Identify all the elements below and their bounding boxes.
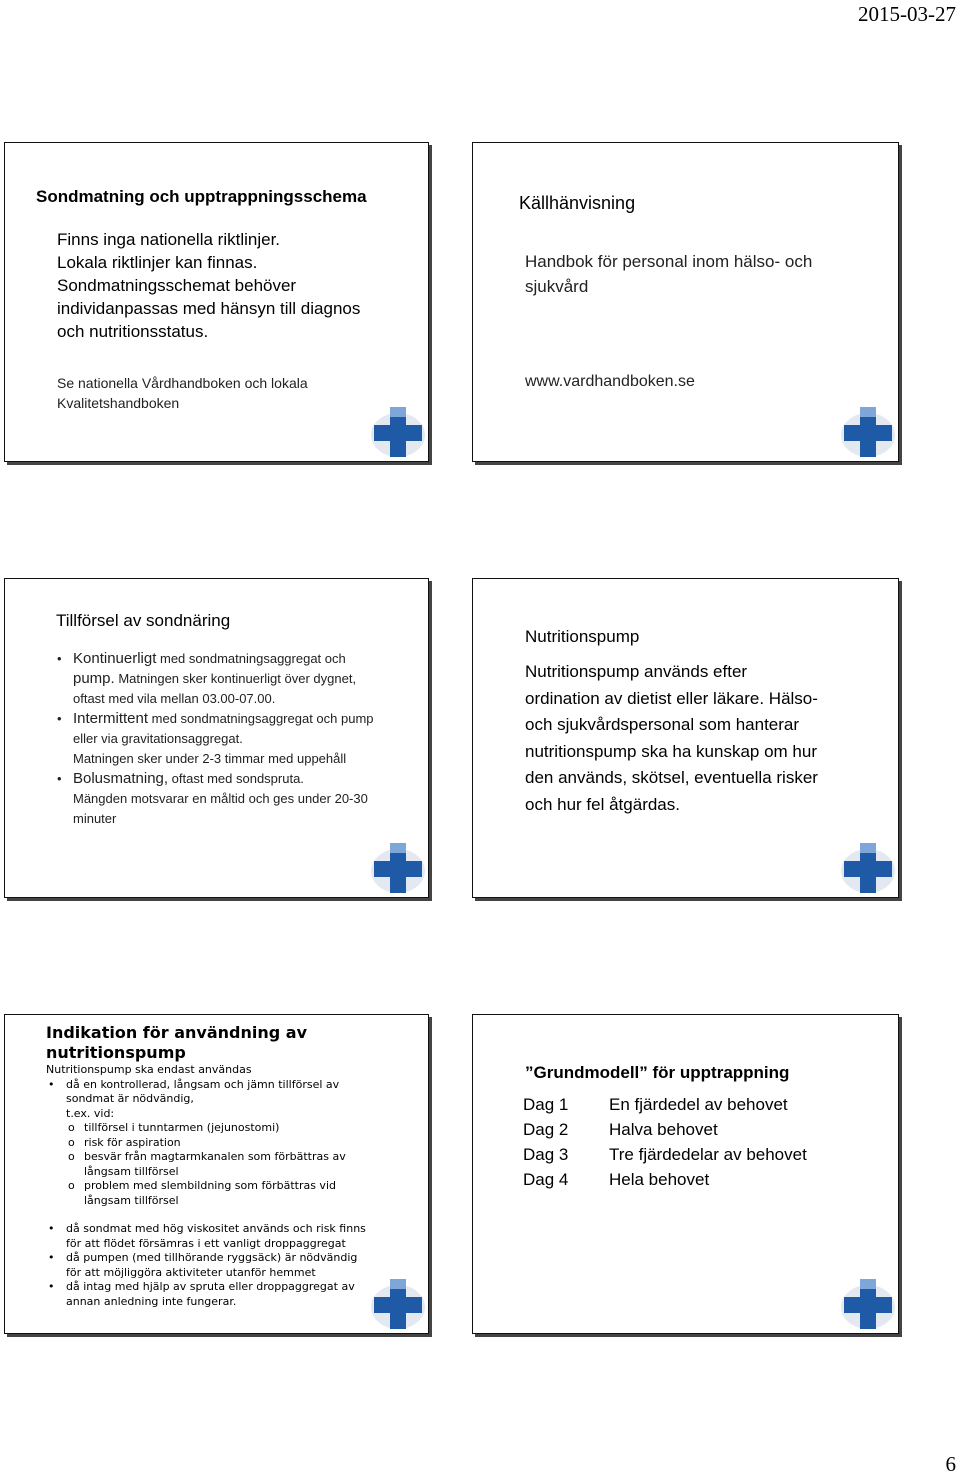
slide-body	[525, 659, 870, 818]
slide-title: Nutritionspump	[525, 627, 640, 646]
bullet-continuation: Matningen sker under 2-3 timmar med uppehåll	[73, 751, 347, 766]
page-number: 6	[945, 1452, 956, 1476]
bullet-line: för att flödet försämras i ett vanligt droppaggregat	[66, 1236, 346, 1250]
slide-body	[46, 1063, 406, 1309]
bullet-heading: Kontinuerligt	[73, 650, 157, 667]
amount-cell: Hela behovet	[609, 1170, 710, 1189]
bullet-line: • då en kontrollerad, långsam och jämn tillförsel av	[66, 1077, 340, 1091]
table-row	[523, 1145, 807, 1170]
title-line: Indikation för användning av	[46, 1023, 307, 1042]
bullet-line: • då intag med hjälp av spruta eller droppaggregat av	[66, 1280, 355, 1293]
body-line: Nutritionspump används efter	[525, 662, 748, 681]
slide-body	[57, 228, 360, 343]
slide-kallhanvisning	[472, 142, 899, 462]
day-cell: Dag 2	[523, 1120, 569, 1139]
bullet-line: • då pumpen (med tillhörande ryggsäck) är nödvändig	[66, 1251, 358, 1264]
note-line: Se nationella Vårdhandboken och lokala	[57, 375, 308, 391]
slide-tillforsel	[4, 578, 429, 898]
medical-cross-logo-icon	[838, 401, 896, 459]
spacer	[46, 1208, 406, 1222]
sub-line: o problem med slembildning som förbättras vid	[84, 1179, 336, 1192]
sub-line: långsam tillförsel	[84, 1164, 179, 1178]
amount-cell: Halva behovet	[609, 1120, 718, 1139]
body-line: och sjukvårdspersonal som hanterar	[525, 715, 800, 734]
bullet-line: för att möjliggöra aktiviteter utanför hemmet	[66, 1265, 316, 1279]
body-line: ordination av dietist eller läkare. Hälso-	[525, 688, 818, 708]
reference-url: www.vardhandboken.se	[525, 373, 695, 390]
bullet-item	[46, 1251, 406, 1280]
body-line: Lokala riktlinjer kan finnas.	[57, 253, 258, 272]
bullet-continuation: Mängden motsvarar en måltid och ges under 20-30	[73, 791, 368, 806]
bullet-continuation: oftast med vila mellan 03.00-07.00.	[73, 691, 276, 706]
intro-text: Nutritionspump ska endast användas	[46, 1063, 252, 1076]
table-row	[523, 1170, 807, 1195]
bullet-continuation: eller via gravitationsaggregat.	[73, 731, 243, 746]
day-cell: Dag 3	[523, 1145, 569, 1164]
title-line: nutritionspump	[46, 1043, 186, 1062]
bullet-line: sondmat är nödvändig,	[66, 1092, 194, 1105]
bullet-text: pump.	[73, 670, 115, 687]
day-cell: Dag 1	[523, 1095, 569, 1114]
slide-nutritionspump	[472, 578, 899, 898]
body-line: Finns inga nationella riktlinjer.	[57, 230, 281, 249]
sub-item	[46, 1179, 406, 1208]
example-label: t.ex. vid:	[66, 1106, 115, 1120]
bullet-bolusmatning	[53, 769, 393, 789]
slide-title: Tillförsel av sondnäring	[56, 611, 231, 630]
bullet-line: annan anledning inte fungerar.	[66, 1294, 237, 1308]
slide-grundmodell	[472, 1014, 899, 1334]
slide-sondmatning	[4, 142, 429, 462]
bullet-item	[46, 1078, 406, 1107]
bullet-item	[46, 1280, 406, 1309]
medical-cross-logo-icon	[368, 837, 426, 895]
bullet-continuation: minuter	[73, 811, 117, 826]
bullet-intermittent	[53, 709, 393, 729]
slide-note	[57, 373, 308, 413]
bullet-text: med sondmatningsaggregat och	[156, 651, 346, 666]
slide-title: Källhänvisning	[519, 193, 636, 213]
medical-cross-logo-icon	[368, 401, 426, 459]
body-line: den används, skötsel, eventuella risker	[525, 768, 818, 787]
sub-item	[46, 1136, 406, 1151]
bullet-text: oftast med sondspruta.	[168, 771, 304, 786]
bullet-heading: Intermittent	[73, 710, 149, 727]
bullet-item	[46, 1222, 406, 1251]
amount-cell: En fjärdedel av behovet	[609, 1095, 788, 1114]
sub-line: långsam tillförsel	[84, 1193, 179, 1207]
day-cell: Dag 4	[523, 1170, 569, 1189]
table-row	[523, 1120, 807, 1145]
bullet-text: med sondmatningsaggregat och pump	[148, 711, 374, 726]
bullet-kontinuerligt	[53, 649, 393, 669]
body-line: och nutritionsstatus.	[57, 322, 209, 341]
schedule-table	[523, 1095, 807, 1195]
body-line: individanpassas med hänsyn till diagnos	[57, 299, 361, 318]
bullet-text: Matningen sker kontinuerligt över dygnet,	[114, 671, 357, 686]
sub-item	[46, 1121, 406, 1136]
medical-cross-logo-icon	[838, 1273, 896, 1331]
slide-body	[525, 249, 812, 299]
table-row	[523, 1095, 807, 1120]
sub-line: o besvär från magtarmkanalen som förbättras av	[84, 1150, 346, 1163]
body-line: Handbok för personal inom hälso- och	[525, 252, 813, 271]
sub-line: o risk för aspiration	[84, 1135, 181, 1149]
amount-cell: Tre fjärdedelar av behovet	[609, 1145, 807, 1164]
medical-cross-logo-icon	[838, 837, 896, 895]
bullet-line: • då sondmat med hög viskositet används och risk finns	[66, 1222, 366, 1235]
bullet-continuation	[53, 669, 393, 689]
body-line: sjukvård	[525, 277, 589, 296]
body-line: Sondmatningsschemat behöver	[57, 276, 297, 295]
slide-body	[53, 649, 393, 829]
sub-item	[46, 1150, 406, 1179]
medical-cross-logo-icon	[368, 1273, 426, 1331]
body-line: nutritionspump ska ha kunskap om hur	[525, 741, 817, 761]
body-line: och hur fel åtgärdas.	[525, 794, 680, 814]
bullet-heading: Bolusmatning,	[73, 770, 169, 787]
slide-title	[46, 1023, 307, 1063]
sub-line: o tillförsel i tunntarmen (jejunostomi)	[84, 1121, 280, 1134]
slide-indikation	[4, 1014, 429, 1334]
print-date: 2015-03-27	[858, 2, 956, 26]
slide-title: Sondmatning och upptrappningsschema	[36, 187, 367, 206]
note-line: Kvalitetshandboken	[57, 395, 180, 411]
slide-title: ”Grundmodell” för upptrappning	[525, 1063, 790, 1082]
